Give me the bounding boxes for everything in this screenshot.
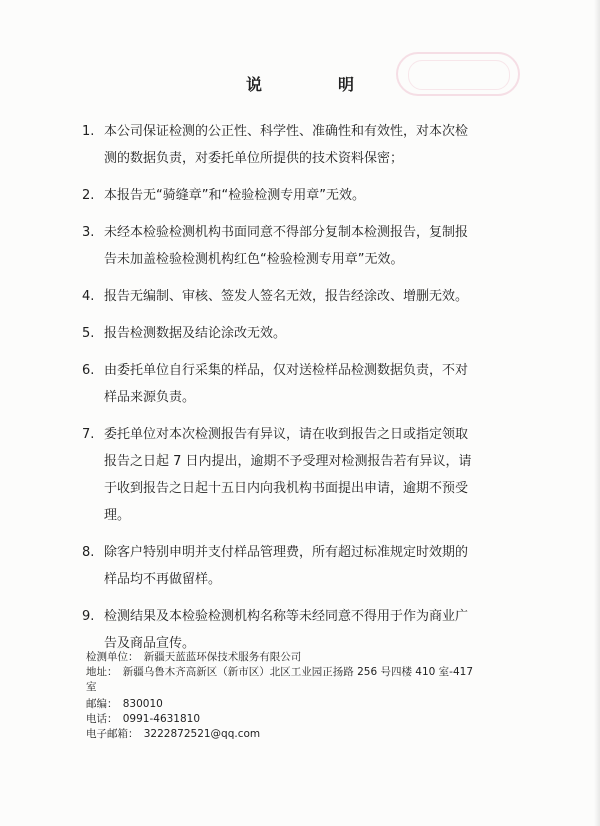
email-address: 电子邮箱： 3222872521@qq.com [86, 728, 261, 740]
notice-text-line: 未经本检验检测机构书面同意不得部分复制本检测报告，复制报 [104, 225, 469, 240]
notice-list [82, 118, 502, 667]
notice-number: 1. [82, 124, 95, 139]
notice-text-line: 除客户特别申明并支付样品管理费，所有超过标准规定时效期的 [104, 545, 469, 560]
notice-number: 6. [82, 363, 95, 378]
notice-text-line: 于收到报告之日起十五日内向我机构书面提出申请，逾期不预受 [104, 481, 469, 496]
notice-text-line: 告及商品宣传。 [104, 636, 196, 651]
notice-text-line: 告未加盖检验检测机构红色“检验检测专用章”无效。 [104, 252, 404, 267]
page-title: 说 明 [245, 75, 384, 94]
notice-number: 2. [82, 188, 95, 203]
notice-item-3 [82, 219, 502, 273]
notice-number: 3. [82, 225, 95, 240]
notice-text-line: 本公司保证检测的公正性、科学性、准确性和有效性，对本次检 [104, 124, 469, 139]
notice-number: 9. [82, 609, 95, 624]
notice-text-line: 委托单位对本次检测报告有异议，请在收到报告之日或指定领取 [104, 427, 469, 442]
notice-text-line: 报告无编制、审核、签发人签名无效，报告经涂改、增删无效。 [104, 289, 469, 304]
notice-text-line: 测的数据负责，对委托单位所提供的技术资料保密； [104, 151, 404, 166]
notice-number: 7. [82, 427, 95, 442]
page-edge-shadow [594, 0, 600, 826]
notice-item-7 [82, 421, 502, 529]
notice-text-line: 检测结果及本检验检测机构名称等未经同意不得用于作为商业广 [104, 609, 469, 624]
notice-text-line: 样品来源负责。 [104, 390, 196, 405]
notice-item-5 [82, 320, 502, 347]
notice-item-2 [82, 182, 502, 209]
phone-number: 电话： 0991-4631810 [86, 713, 201, 725]
notice-text-line: 由委托单位自行采集的样品，仅对送检样品检测数据负责，不对 [104, 363, 469, 378]
notice-text-line: 报告之日起 7 日内提出，逾期不予受理对检测报告若有异议，请 [104, 454, 472, 469]
notice-item-1 [82, 118, 502, 172]
address-line-2: 室 [86, 681, 97, 693]
notice-item-4 [82, 283, 502, 310]
postcode: 邮编： 830010 [86, 698, 163, 710]
testing-unit: 检测单位： 新疆天蓝蓝环保技术服务有限公司 [86, 651, 302, 663]
notice-text-line: 报告检测数据及结论涂改无效。 [104, 326, 287, 341]
notice-item-8 [82, 539, 502, 593]
notice-text-line: 样品均不再做留样。 [104, 572, 222, 587]
notice-text-line: 理。 [104, 508, 131, 523]
notice-item-9 [82, 603, 502, 657]
notice-number: 5. [82, 326, 95, 341]
address-line-1: 地址： 新疆乌鲁木齐高新区（新市区）北区工业园正扬路 256 号四楼 410 室-417 [86, 666, 474, 678]
notice-item-6 [82, 357, 502, 411]
notice-number: 8. [82, 545, 95, 560]
notice-text-line: 本报告无“骑缝章”和“检验检测专用章”无效。 [104, 188, 365, 203]
notice-number: 4. [82, 289, 95, 304]
contact-footer [86, 650, 496, 742]
